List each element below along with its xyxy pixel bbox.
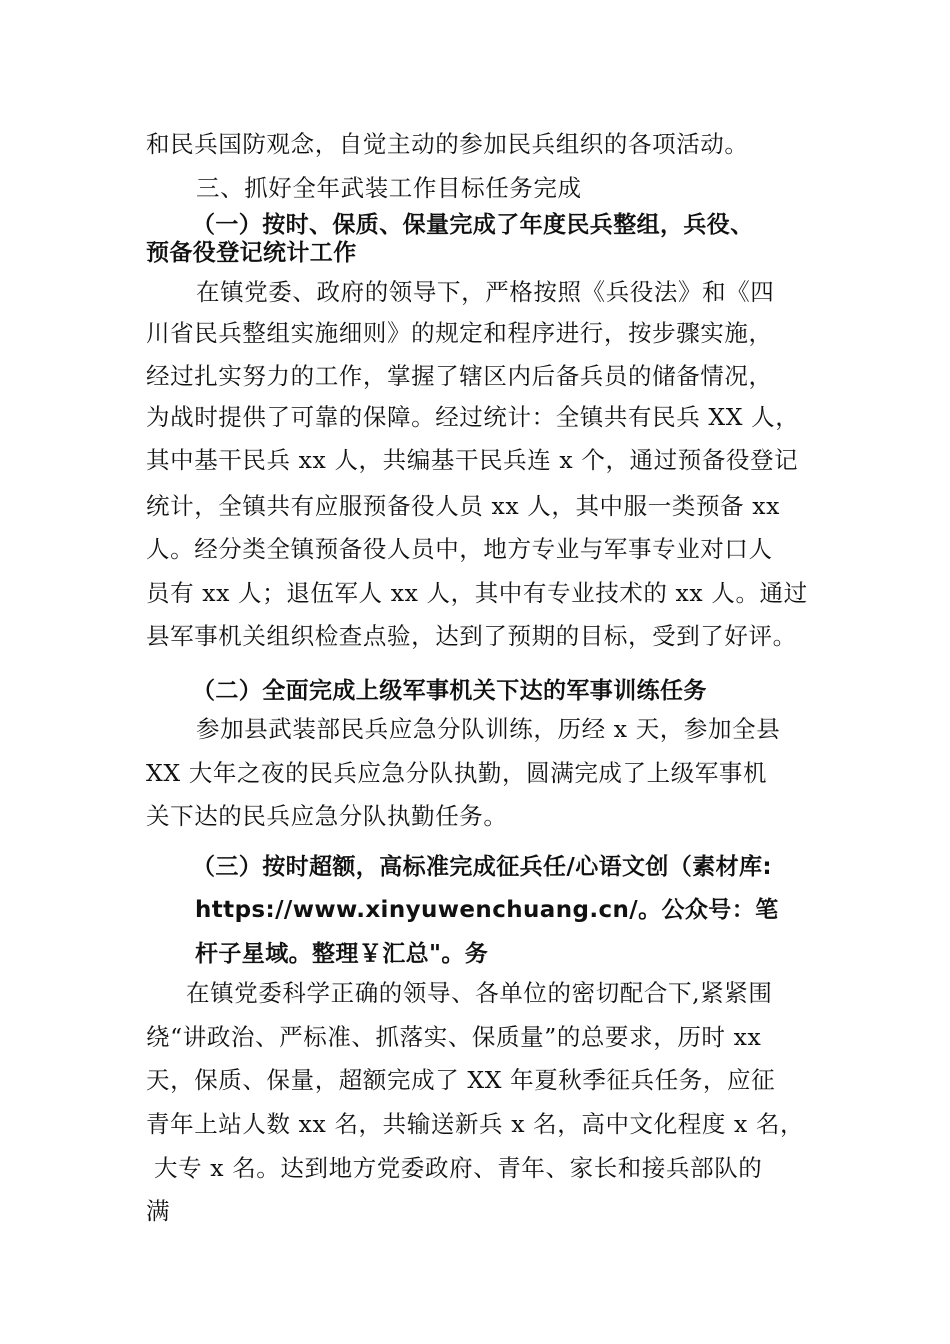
subheading-3-line-1: （三）按时超额，高标准完成征兵任/心语文创（素材库: <box>192 854 772 880</box>
section-title: 三、抓好全年武装工作目标任务完成 <box>196 174 582 202</box>
body-line: 天，保质、保量，超额完成了 XX 年夏秋季征兵任务，应征 <box>146 1066 776 1094</box>
body-line: 青年上站人数 xx 名，共输送新兵 x 名，高中文化程度 x 名， <box>146 1110 805 1138</box>
body-line: 在镇党委、政府的领导下，严格按照《兵役法》和《四 <box>196 278 775 306</box>
body-line: 县军事机关组织检查点验，达到了预期的目标，受到了好评。 <box>146 622 797 650</box>
body-line: 经过扎实努力的工作，掌握了辖区内后备兵员的储备情况， <box>146 362 773 390</box>
body-line: 参加县武装部民兵应急分队训练，历经 x 天，参加全县 <box>196 715 781 743</box>
body-line: 在镇党委科学正确的领导、各单位的密切配合下,紧紧围 <box>186 979 773 1007</box>
body-line: 人。经分类全镇预备役人员中，地方专业与军事专业对口人 <box>146 535 773 563</box>
body-line: XX 大年之夜的民兵应急分队执勤，圆满完成了上级军事机 <box>146 759 768 787</box>
body-line: 其中基干民兵 xx 人，共编基干民兵连 x 个，通过预备役登记 <box>146 446 799 474</box>
body-line: 关下达的民兵应急分队执勤任务。 <box>146 802 508 830</box>
body-line: 统计，全镇共有应服预备役人员 xx 人，其中服一类预备 xx <box>146 492 780 520</box>
body-line: 员有 xx 人；退伍军人 xx 人，其中有专业技术的 xx 人。通过 <box>146 579 808 607</box>
body-line: 川省民兵整组实施细则》的规定和程序进行，按步骤实施， <box>146 319 773 347</box>
subheading-1-line-2: 预备役登记统计工作 <box>146 240 357 266</box>
body-line: 和民兵国防观念，自觉主动的参加民兵组织的各项活动。 <box>146 130 749 158</box>
subheading-3-line-2: https://www.xinyuwenchuang.cn/。公众号：笔 <box>195 897 779 923</box>
body-line: 为战时提供了可靠的保障。经过统计：全镇共有民兵 XX 人， <box>146 403 800 431</box>
subheading-3-line-3: 杆子星域。整理￥汇总"。务 <box>195 941 489 967</box>
body-line: 满 <box>146 1197 171 1225</box>
subheading-2: （二）全面完成上级军事机关下达的军事训练任务 <box>192 678 707 704</box>
body-line: 大专 x 名。达到地方党委政府、青年、家长和接兵部队的 <box>154 1154 763 1182</box>
subheading-1-line-1: （一）按时、保质、保量完成了年度民兵整组，兵役、 <box>192 212 754 238</box>
body-line: 绕“讲政治、严标准、抓落实、保质量”的总要求，历时 xx <box>146 1023 762 1051</box>
